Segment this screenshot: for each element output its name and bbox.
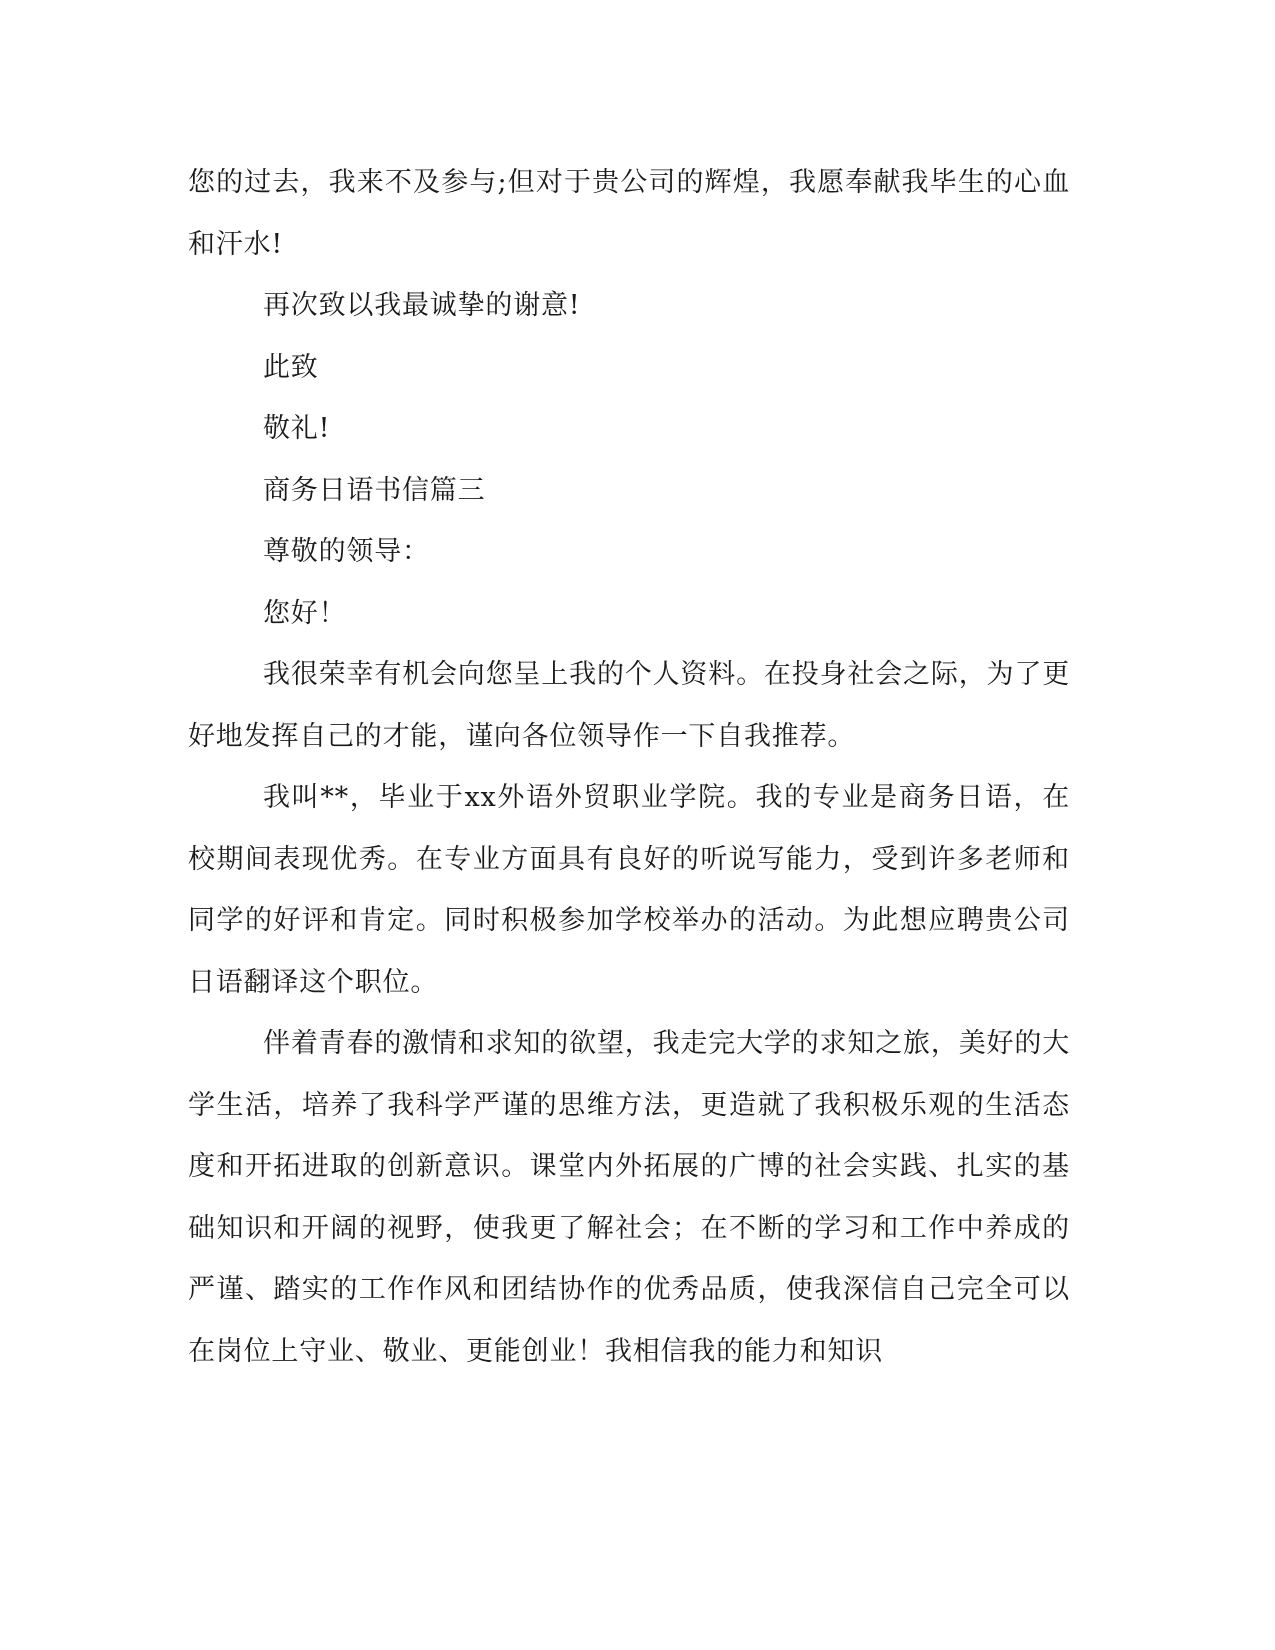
paragraph-background: 我叫**，毕业于xx外语外贸职业学院。我的专业是商务日语，在校期间表现优秀。在专业方面具有良好的听说写能力，受到许多老师和同学的好评和肯定。同时积极参加学校举办的活动。为此想应聘贵公司日语翻译这个职位。 [188, 782, 1070, 998]
paragraph-greeting: 您好！ [263, 597, 347, 629]
paragraph-salutation: 尊敬的领导： [263, 536, 430, 567]
paragraph-closing-cizhi: 此致 [263, 351, 319, 383]
paragraph-thanks: 再次致以我最诚挚的谢意! [263, 290, 581, 321]
document-body [188, 152, 1070, 1382]
section-heading: 商务日语书信篇三 [263, 474, 486, 506]
paragraph-continuation: 您的过去，我来不及参与;但对于贵公司的辉煌，我愿奉献我毕生的心血和汗水! [188, 167, 1070, 260]
paragraph-closing-jingli: 敬礼! [263, 413, 331, 444]
paragraph-experience: 伴着青春的激情和求知的欲望，我走完大学的求知之旅，美好的大学生活，培养了我科学严谨的思维方法，更造就了我积极乐观的生活态度和开拓进取的创新意识。课堂内外拓展的广博的社会实践、扎实的基础知识和开阔的视野，使我更了解社会；在不断的学习和工作中养成的严谨、踏实的工作作风和团结协作的优秀品质，使我深信自己完全可以在岗位上守业、敬业、更能创业！我相信我的能力和知识 [188, 1028, 1070, 1367]
paragraph-intro: 我很荣幸有机会向您呈上我的个人资料。在投身社会之际，为了更好地发挥自己的才能，谨向各位领导作一下自我推荐。 [188, 659, 1070, 752]
